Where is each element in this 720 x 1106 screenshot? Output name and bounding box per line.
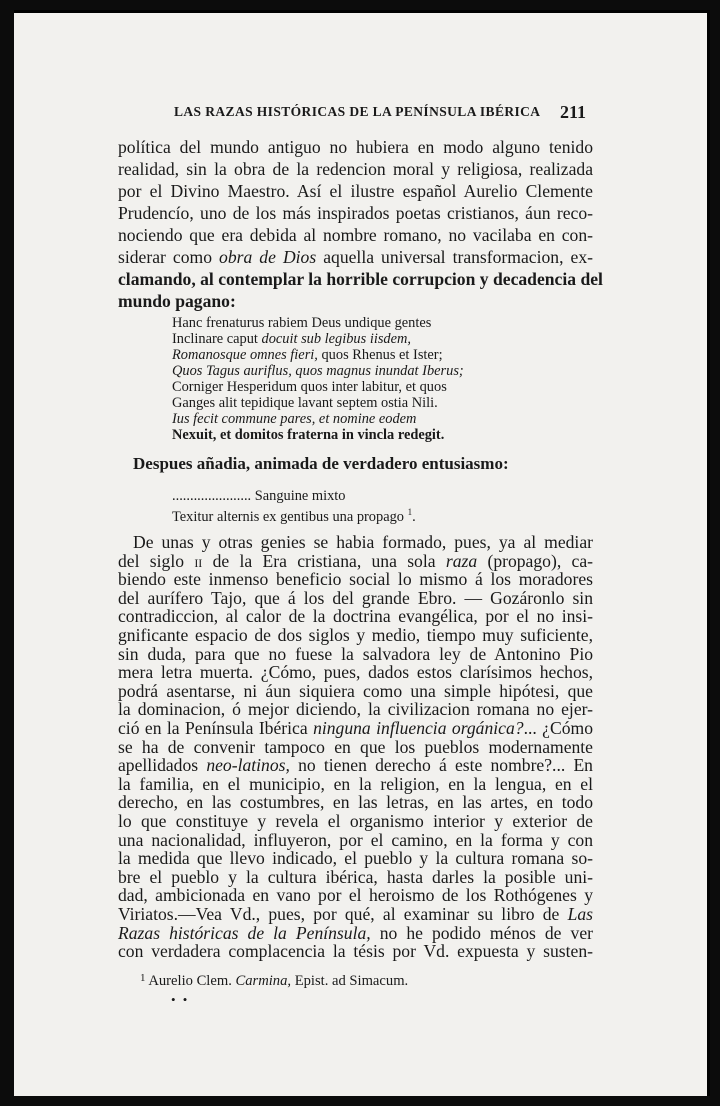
body-line: Viriatos.—Vea Vd., pues, por qué, al examinar su libro de Las — [118, 904, 593, 924]
body-line: con verdadera complacencia la tésis por Vd. expuesta y susten- — [118, 941, 593, 962]
body-line: gnificante espacio de dos siglos y medio, tiempo muy suficiente, — [118, 625, 593, 645]
book-page — [14, 10, 710, 1096]
body-line: apellidados neo-latinos, no tienen derecho á este nombre?... En — [118, 755, 593, 776]
body-line: la familia, en el municipio, en la religion, en la lengua, en el — [118, 773, 593, 794]
body-line: podrá asentarse, ni áun siquiera como una simple hipótesi, que — [118, 680, 593, 701]
body-line: Razas históricas de la Península, no he podido ménos de ver — [118, 922, 594, 943]
body-line: lo que constituye y revela el organismo interior y exterior de — [118, 811, 593, 831]
body-line: nociendo que era debida al nombre romano, no vacilaba en con- — [118, 225, 593, 245]
scan-edge-top — [14, 10, 710, 13]
footnote: $^1$ Aurelio Clem. Carmina, Epist. ad Simacum. — [140, 972, 409, 989]
body-line: la dominacion, ó mejor diciendo, la civilizacion romana no ejer- — [118, 699, 593, 720]
footnote-mark: 1 — [140, 972, 146, 984]
body-line: De unas y otras genies se habia formado, pues, ya al mediar — [133, 532, 593, 552]
verse-line: Romanosque omnes fieri, quos Rhenus et Ister; — [172, 347, 443, 363]
body-line: una nacionalidad, influyeron, por el camino, en la forma y con — [118, 829, 593, 850]
body-line: realidad, sin la obra de la redencion moral y religiosa, realizada — [118, 159, 593, 179]
verse-line: Quos Tagus auriflus, quos magnus inundat Iberus; — [172, 363, 464, 379]
body-line: clamando, al contemplar la horrible corrupcion y decadencia del — [118, 269, 603, 289]
verse-line: Inclinare caput docuit sub legibus iisdem, — [172, 331, 411, 347]
body-line: del siglo ii de la Era cristiana, una sola raza (propago), ca- — [118, 550, 593, 571]
body-line: contradiccion, al calor de la doctrina evangélica, por el no insi- — [118, 606, 593, 627]
scan-edge-right — [707, 10, 710, 1096]
verse-line: ...................... Sanguine mixto — [172, 488, 346, 504]
body-line: biendo este inmenso beneficio social lo mismo á los moradores — [118, 569, 593, 590]
verse-line: Ganges alit tepidique lavant septem ostia Nili. — [172, 395, 438, 411]
body-line: la medida que llevo indicado, el pueblo y la cultura romana so- — [118, 848, 593, 869]
body-line: ció en la Península Ibérica ninguna influencia orgánica?... ¿Cómo — [118, 718, 593, 738]
verse-line: Nexuit, et domitos fraterna in vincla redegit. — [172, 427, 445, 443]
verse-line: Corniger Hesperidum quos inter labitur, et quos — [172, 379, 447, 395]
body-line: sin duda, para que no fuese la salvadora ley de Antonino Pio — [118, 643, 593, 664]
body-line: mera letra muerta. ¿Cómo, pues, dados estos clarísimos hechos, — [118, 662, 593, 683]
page-number: 211 — [560, 102, 587, 122]
verse-line: Texitur alternis ex gentibus una propago $^1$. — [172, 507, 416, 525]
body-line: derecho, en las costumbres, en las letras, en las artes, en todo — [118, 792, 593, 813]
body-line: Prudencío, uno de los más inspirados poetas cristianos, áun reco- — [118, 203, 593, 223]
footnote-reference: 1 — [407, 507, 413, 517]
body-line: se ha de convenir tampoco en que los pueblos modernamente — [118, 736, 593, 757]
body-line: bre el pueblo y la cultura ibérica, hasta darles la posible uni- — [118, 866, 593, 887]
interlude-line: Despues añadia, animada de verdadero entusiasmo: — [133, 454, 509, 473]
verse-line: Hanc frenaturus rabiem Deus undique gentes — [172, 315, 432, 331]
running-title: LAS RAZAS HISTÓRICAS DE LA PENÍNSULA IBÉRICA — [174, 104, 541, 119]
printer-mark: • • — [171, 992, 190, 1007]
italic-phrase: obra de Dios — [219, 247, 317, 267]
body-line: mundo pagano: — [118, 291, 236, 311]
body-line: dad, ambicionada en vano por el heroismo de los Rothógenes y — [118, 885, 593, 906]
verse-line: Ius fecit commune pares, et nomine eodem — [172, 411, 417, 427]
body-line: política del mundo antiguo no hubiera en modo alguno tenido — [118, 137, 593, 157]
body-line: del aurífero Tajo, que á los del grande Ebro. — Gozáronlo sin — [118, 587, 593, 608]
body-line: siderar como obra de Dios aquella universal transformacion, ex- — [118, 247, 593, 267]
body-line: por el Divino Maestro. Así el ilustre español Aurelio Clemente — [118, 181, 593, 201]
